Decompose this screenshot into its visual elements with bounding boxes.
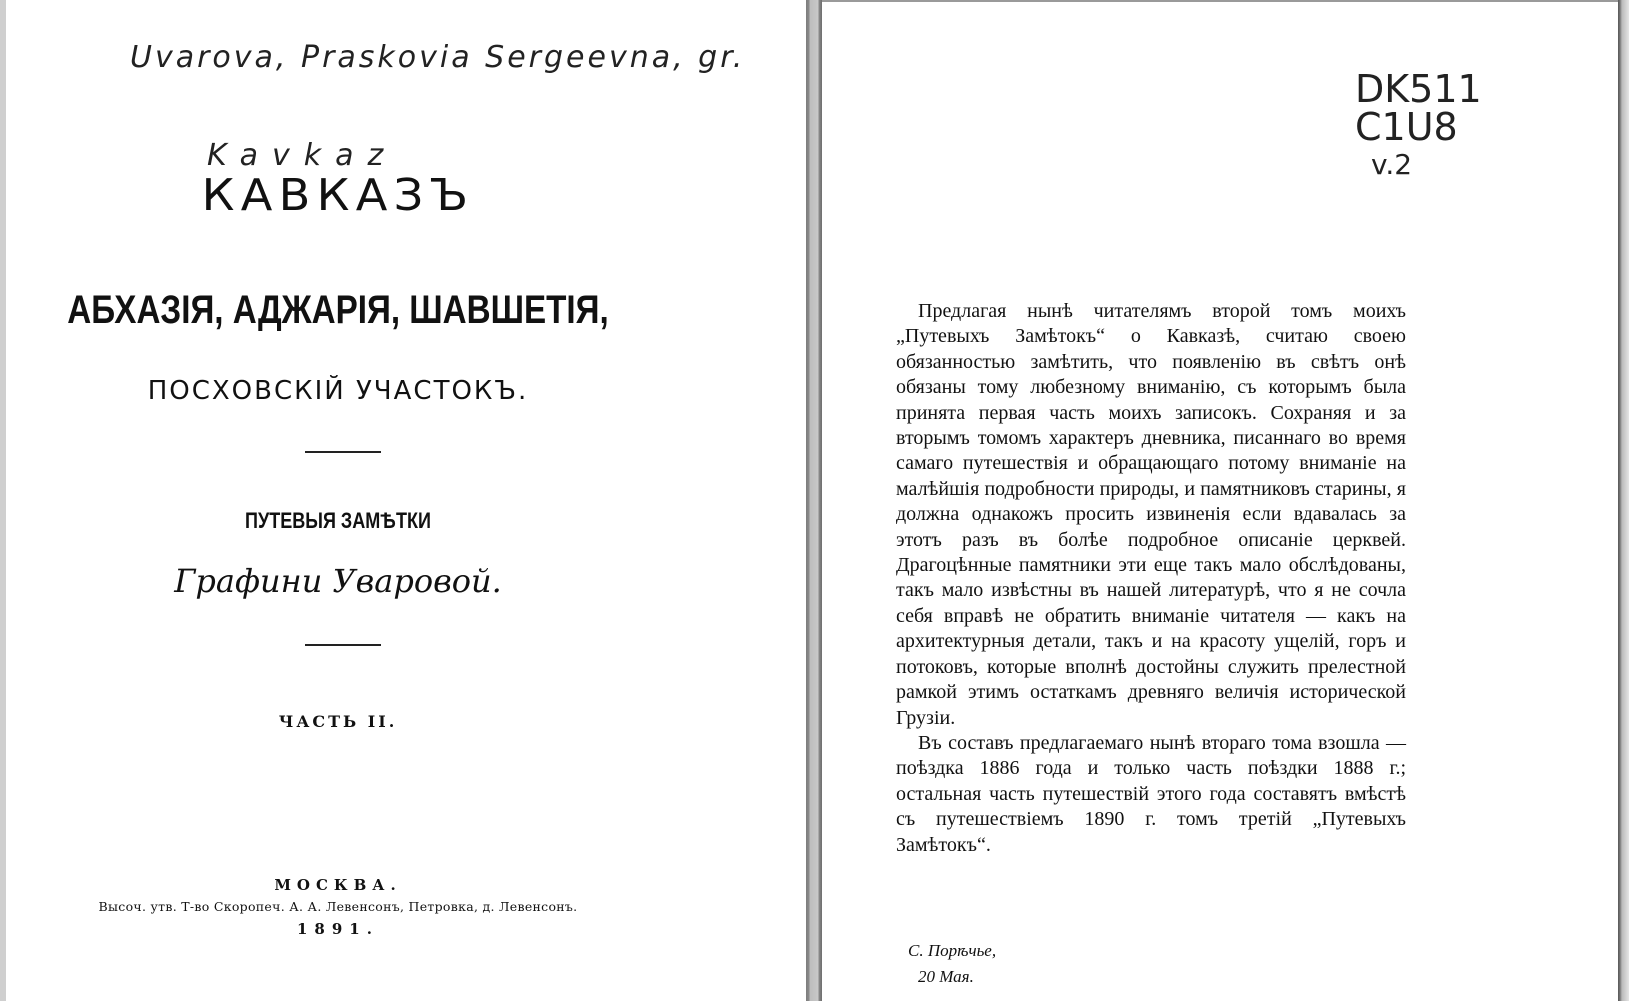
preface-text <box>896 299 1406 858</box>
right-page-top-border <box>822 0 1618 2</box>
handwritten-title-note: Kavkaz <box>207 138 398 173</box>
handwritten-author-note: Uvarova, Praskovia Sergeevna, gr. <box>130 40 746 75</box>
handwritten-call-number <box>1355 67 1495 184</box>
book-title: КАВКАЗЪ <box>201 170 475 221</box>
author-divider <box>305 644 381 646</box>
viewer-right-scroll-edge[interactable] <box>1618 0 1629 1001</box>
book-subtitle: АБХАЗІЯ, АДЖАРІЯ, ШАВШЕТІЯ, <box>67 288 609 332</box>
call-number-line: DK511 <box>1355 67 1482 111</box>
imprint-year: 1891. <box>297 920 379 938</box>
signature-date: 20 Мая. <box>918 967 974 986</box>
left-page <box>6 0 806 1001</box>
book-subtitle-secondary: ПОСХОВСКІЙ УЧАСТОКЪ. <box>147 376 529 406</box>
author-line: Графини Уваровой. <box>174 562 502 600</box>
page-gutter <box>806 0 822 1001</box>
genre-line: ПУТЕВЫЯ ЗАМѢТКИ <box>245 508 431 533</box>
signature-place: С. Порѣчье, <box>908 941 997 960</box>
preface-paragraph: Въ составъ предлагаемаго нынѣ втораго тома взошла — поѣздка 1886 года и только часть поѣздки 1888 г.; остальная часть путешествій этого года составятъ вмѣстѣ съ путешествіемъ 1890 г. томъ третій „Путевыхъ Замѣтокъ“. <box>896 731 1406 856</box>
title-divider <box>305 451 381 453</box>
volume-part: ЧАСТЬ II. <box>278 712 398 731</box>
preface-signature <box>908 938 996 990</box>
call-number-line: C1U8 <box>1355 105 1458 149</box>
call-number-line: v.2 <box>1371 148 1413 181</box>
preface-paragraph: Предлагая нынѣ читателямъ второй томъ моихъ „Путевыхъ Замѣтокъ“ о Кавказѣ, считаю своею обязанностью замѣтить, что появленію въ свѣтъ онѣ обязаны тому любезному вниманію, съ которымъ была принята первая часть моихъ записокъ. Сохраняя и за вторымъ томомъ характеръ дневника, писаннаго во время самаго путешествія и обращающаго потому вниманіе на малѣйшія подробности природы, и памятниковъ старины, я должна однакожъ просить извиненія если вдавалась за этотъ разъ въ болѣе подробное описаніе церквей. Драгоцѣнные памятники эти еще такъ мало обслѣдованы, такъ мало извѣстны въ нашей литературѣ, что я не сочла себя вправѣ не обратить вниманіе читателя — какъ на архитектурныя детали, такъ и на красоту ущелій, горъ и потоковъ, которые вполнѣ достойны служить прелестной рамкой этимъ остаткамъ древняго величія исторической Грузіи. <box>896 300 1406 729</box>
imprint-city: МОСКВА. <box>274 876 402 894</box>
imprint-publisher: Высоч. утв. Т-во Скоропеч. А. А. Левенсонъ, Петровка, д. Левенсонъ. <box>98 899 578 914</box>
